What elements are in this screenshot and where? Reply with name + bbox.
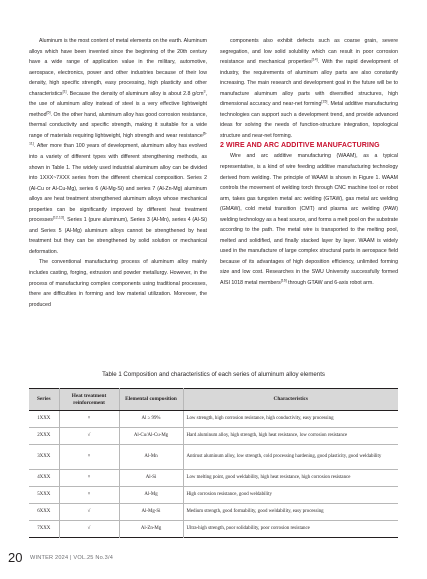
cell-composition: Al-Cu/Al-Cu-Mg (119, 428, 183, 445)
table-row (29, 521, 398, 538)
table-caption: Table 1 Composition and characteristics of each series of aluminum alloy elements (102, 371, 325, 378)
table-header-row (29, 389, 398, 411)
text-run: . Metal additive manufacturing technologies can support such a development trend, and provide advanced ideas for solving the needs of function-structure integration, topological structure and near-net forming. (220, 101, 398, 139)
citation-superscript: 3 (203, 89, 206, 94)
cell-series: 2XXX (29, 428, 59, 445)
cell-series: 4XXX (29, 470, 59, 487)
cell-composition: Al-Mn (119, 445, 183, 470)
text-run: The conventional manufacturing process of aluminum alloy mainly includes casting, forging, extrusion and powder metallurgy. However, in the process of manufacturing complex components using traditional processes, there are difficulties in forming and low material utilization. Moreover, the produced (29, 259, 207, 308)
table-row (29, 445, 398, 470)
table-row (29, 487, 398, 504)
citation-superscript: [15] (321, 99, 328, 104)
text-run: . On the other hand, aluminum alloy has good corrosion resistance, thermal conductivity and specific strength, making it suitable for a wide range of materials requiring lightweight, high strength and wear resistance (29, 111, 207, 139)
citation-superscript: [16] (280, 278, 287, 283)
cell-heat-treatment: × (59, 411, 119, 428)
table-row (29, 411, 398, 428)
body-paragraph (220, 36, 398, 141)
cell-series: 5XXX (29, 487, 59, 504)
cell-heat-treatment: × (59, 445, 119, 470)
left-text-column (29, 36, 207, 310)
table-row (29, 470, 398, 487)
header-series: Series (29, 389, 59, 411)
body-paragraph (29, 257, 207, 310)
cell-composition: Al-Mg (119, 487, 183, 504)
text-run: Wire and arc additive manufacturing (WAAM), as a typical representative, is a kind of wire feeding additive manufacturing technology derived from welding. The principle of WAAM is shown in Figure 1. WAAM controls the movement of welding torch through CNC machine tool or robot arm, takes gas tungsten metal arc welding (GTAW), gas metal arc welding (GMAW), cold metal transition (CMT) and plasma arc welding (PAW) welding technology as a heat source, and forms a melt pool on the substrate according to the path. The metal wire is transported to the melting pool, melted and solidified, and finally stacked layer by layer. WAAM is widely used in the manufacture of large complex structural parts in aerospace field because of its advantages of high deposition efficiency, unlimited forming size and low cost. Researches in the SWU University successfully formed AISI 1018 metal members (220, 153, 398, 287)
cell-series: 6XXX (29, 504, 59, 521)
cell-composition: Al-Zn-Mg (119, 521, 183, 538)
cell-series: 3XXX (29, 445, 59, 470)
header-heat-treatment: Heat treatment reinforcement (59, 389, 119, 411)
cell-series: 7XXX (29, 521, 59, 538)
cell-characteristics: Medium strength, good formability, good weldability, easy processing (183, 504, 398, 521)
right-text-column (220, 36, 398, 289)
cell-heat-treatment: × (59, 470, 119, 487)
header-elemental-composition: Elemental composition (119, 389, 183, 411)
cell-heat-treatment: √ (59, 428, 119, 445)
cell-composition: Al-Si (119, 470, 183, 487)
text-run: . After more than 100 years of development, aluminum alloy has evolved into a variety of different types with different strengthening methods, as shown in Table 1. The widely used industrial aluminum alloy can be divided into 1XXX~7XXX series from the different chemical composition. Series 2 (Al-Cu or Al-Cu-Mg), series 6 (Al-Mg-Si) and series 7 (Al-Zn-Mg) aluminum alloys are heat treatment strengthened aluminum alloys whose mechanical properties can be significantly improved by different heat treatment processes (29, 143, 207, 224)
cell-heat-treatment: √ (59, 521, 119, 538)
text-run: . Series 1 (pure aluminum), Series 3 (Al-Mn), series 4 (Al-Si) and Series 5 (Al-Mg) aluminum alloys cannot be strengthened by heat treatment but they can be strengthened by solid solution or mechanical deformation. (29, 217, 207, 255)
cell-heat-treatment: √ (59, 504, 119, 521)
journal-issue-line: WINTER 2024 | VOL.25 No.3/4 (30, 555, 114, 561)
cell-composition: Al ≥ 99% (119, 411, 183, 428)
table-row (29, 428, 398, 445)
citation-superscript: [6-11] (29, 131, 207, 147)
citation-superscript: [5] (46, 110, 51, 115)
text-run: . With the rapid development of industry, the requirements of aluminum alloy parts are also constantly increasing. The main research and development goal in the future will be to manufacture aluminum alloy parts with diversified structures, high dimensional accuracy and near-net forming (220, 59, 398, 108)
header-characteristics: Characteristics (183, 389, 398, 411)
text-run: Aluminum is the most content of metal elements on the earth. Aluminum alloys which have been invented since the beginning of the 20th century have a wide range of application value in the military, automotive, aerospace, electronics, power and other industries because of their low density, high specific strength, easy processing, high plasticity and other characteristics (29, 38, 207, 97)
table-row (29, 504, 398, 521)
page-number: 20 (8, 550, 23, 565)
body-paragraph (29, 36, 207, 257)
citation-superscript: [12,13] (52, 215, 64, 220)
body-paragraph (220, 151, 398, 288)
citation-superscript: [14] (311, 57, 318, 62)
cell-characteristics: Ultra-high strength, poor solidability, poor corrosion resistance (183, 521, 398, 538)
cell-characteristics: Low strength, high corrosion resistance, high conductivity, easy processing (183, 411, 398, 428)
cell-heat-treatment: × (59, 487, 119, 504)
text-run: components also exhibit defects such as coarse grain, severe segregation, and low solid solubility which can result in poor corrosion resistance and mechanical properties (220, 38, 398, 66)
cell-composition: Al-Mg-Si (119, 504, 183, 521)
text-run: through GTAW and 6-axis robot arm. (286, 280, 374, 287)
section-heading: 2 WIRE AND ARC ADDITIVE MANUFACTURING (220, 142, 380, 150)
cell-characteristics: Antirust aluminum alloy, low strength, cold processing hardening, good plasticity, good weldability (183, 445, 398, 470)
alloy-series-table (29, 388, 398, 538)
cell-characteristics: High corrosion resistance, good weldability (183, 487, 398, 504)
text-run: . Because the density of aluminum alloy is about 2.8 g/cm (66, 90, 204, 97)
cell-characteristics: Low melting point, good weldability, high heat resistance, high corrosion resistance (183, 470, 398, 487)
cell-series: 1XXX (37, 415, 51, 421)
cell-characteristics: Hard aluminum alloy, high strength, high heat resistance, low corrosion resistance (183, 428, 398, 445)
citation-superscript: [1] (62, 89, 67, 94)
text-run: , the use of aluminum alloy instead of steel is a very effective lightweight method (29, 90, 207, 118)
